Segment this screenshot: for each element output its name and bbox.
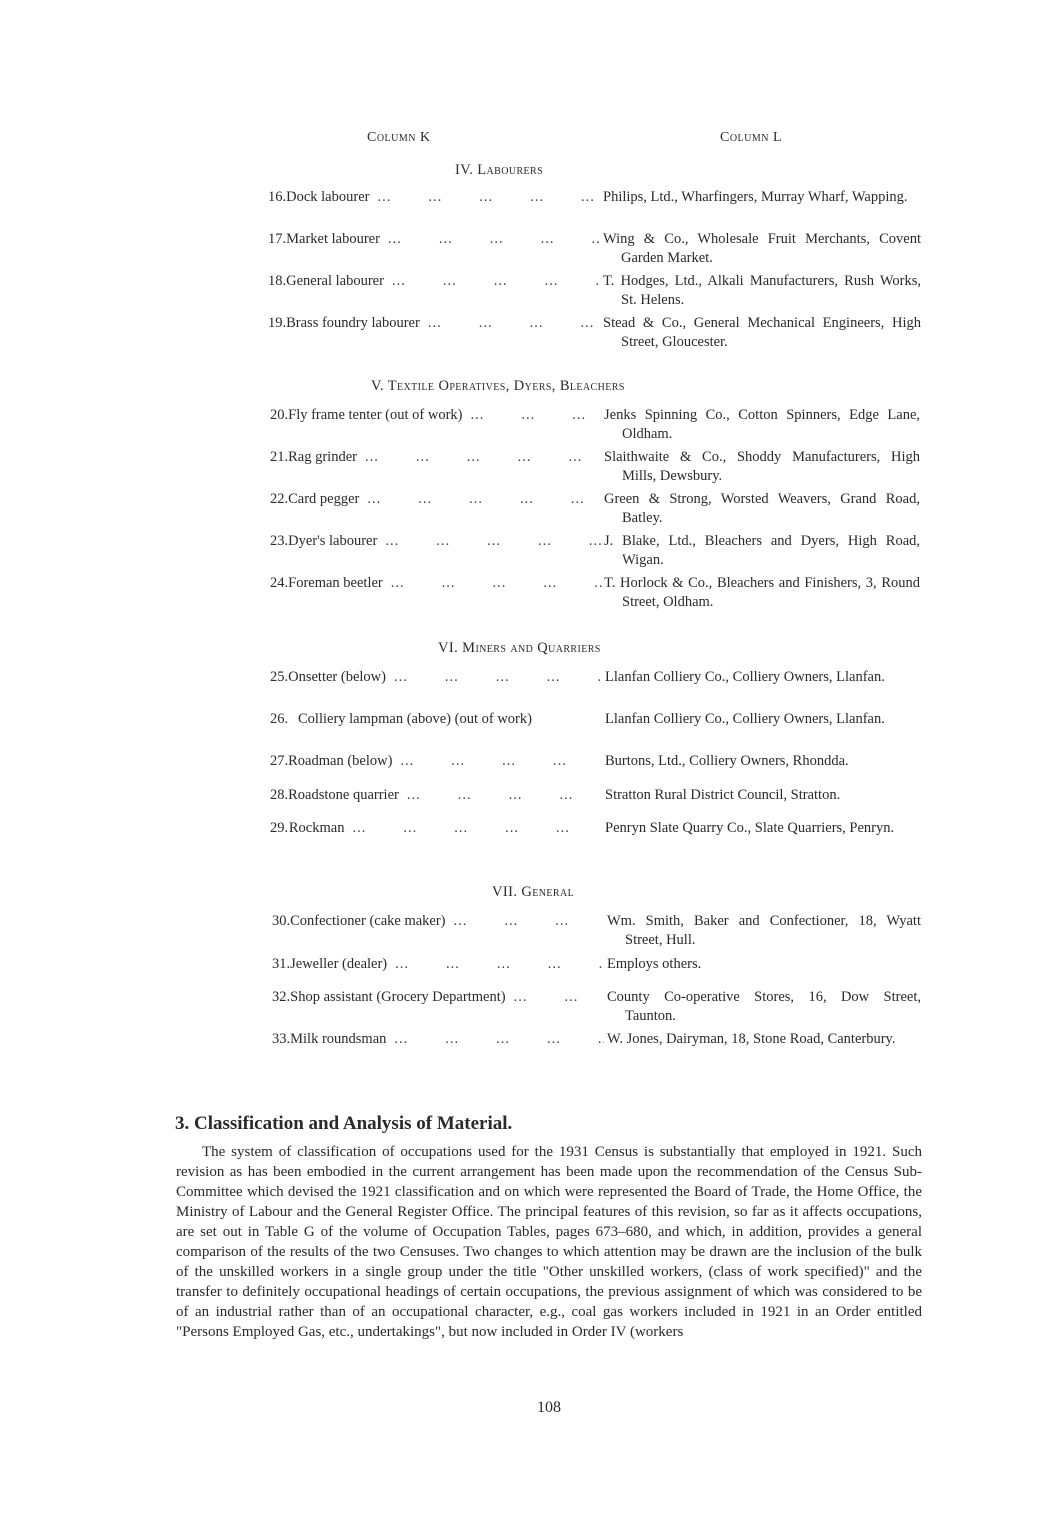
occupation-cell [270, 406, 602, 425]
employer-text: T. Horlock & Co., Bleachers and Finishers, 3, Round Street, Oldham. [604, 575, 920, 610]
occupation-cell [272, 988, 604, 1007]
row-number: 17. [268, 231, 287, 247]
employer-text: T. Hodges, Ltd., Alkali Manufacturers, Rush Works, St. Helens. [603, 273, 921, 308]
employer-text: Stead & Co., General Mechanical Engineers, High Street, Gloucester. [603, 315, 921, 350]
column-k-header: Column K [367, 130, 431, 145]
row-number: 16. [268, 189, 287, 205]
occupation-text: Milk roundsman [290, 1031, 387, 1047]
occupation-cell [270, 819, 602, 838]
occupation-cell [272, 1030, 604, 1049]
row-number: 31. [272, 956, 291, 972]
occupation-text: Foreman beetler [288, 575, 383, 591]
occupation-text: Roadstone quarrier [288, 787, 399, 803]
occupation-cell [270, 786, 602, 805]
employer-text: Penryn Slate Quarry Co., Slate Quarriers, Penryn. [605, 820, 895, 836]
occupation-text: Rockman [288, 820, 345, 836]
row-number: 20. [270, 407, 289, 423]
occupation-text: Dyer's labourer [288, 533, 378, 549]
row-number: 30. [272, 913, 291, 929]
employer-text: Philips, Ltd., Wharfingers, Murray Wharf, Wapping. [603, 189, 908, 205]
occupation-text: Fly frame tenter (out of work) [288, 407, 463, 423]
section-title-general: VII. General [492, 884, 575, 900]
row-number: 33. [272, 1031, 291, 1047]
row-number: 27. [270, 753, 289, 769]
occupation-cell [268, 314, 600, 333]
section-title-miners: VI. Miners and Quarriers [438, 640, 601, 656]
row-number: 25. [270, 669, 289, 685]
employer-text: W. Jones, Dairyman, 18, Stone Road, Canterbury. [607, 1031, 896, 1047]
employer-text: Stratton Rural District Council, Stratton. [605, 787, 841, 803]
occupation-text: Market labourer [286, 231, 380, 247]
occupation-text: Jeweller (dealer) [290, 956, 388, 972]
column-l-header: Column L [720, 130, 783, 145]
row-number: 24. [270, 575, 289, 591]
occupation-text: Confectioner (cake maker) [290, 913, 446, 929]
row-number: 29. [270, 820, 289, 836]
employer-text: Burtons, Ltd., Colliery Owners, Rhondda. [605, 753, 849, 769]
row-number: 32. [272, 989, 291, 1005]
employer-text: Slaithwaite & Co., Shoddy Manufacturers, High Mills, Dewsbury. [604, 449, 920, 484]
row-number: 23. [270, 533, 289, 549]
occupation-cell [270, 752, 602, 771]
section-title-labourers: IV. Labourers [455, 162, 544, 178]
occupation-cell [272, 912, 604, 931]
employer-text: Llanfan Colliery Co., Colliery Owners, Llanfan. [605, 669, 885, 685]
page-number: 108 [537, 1399, 561, 1416]
occupation-text: Rag grinder [288, 449, 357, 465]
occupation-cell [272, 955, 604, 974]
employer-text: Employs others. [607, 956, 702, 972]
body-paragraph: The system of classification of occupations used for the 1931 Census is substantially that employed in 1921. Such revision as has been embodied in the current arrangement has been made upon the recommendation of the Census Sub-Committee which devised the 1921 classification and on which were represented the Board of Trade, the Home Office, the Ministry of Labour and the General Register Office. The principal features of this revision, so far as it affects occupations, are set out in Table G of the volume of Occupation Tables, pages 673–680, and which, in addition, provides a general comparison of the results of the two Censuses. Two changes to which attention may be drawn are the inclusion of the bulk of the unskilled workers in a single group under the title "Other unskilled workers, (class of work specified)" and the transfer to definitely occupational headings of certain occupations, the previous assignment of which was considered to be of an industrial rather than of an occupational character, e.g., coal gas workers included in 1921 in an Order entitled "Persons Employed Gas, etc., undertakings", but now included in Order IV (workers [176, 1144, 922, 1340]
occupation-cell [270, 490, 602, 509]
occupation-text: General labourer [286, 273, 384, 289]
row-number: 18. [268, 273, 287, 289]
employer-text: County Co-operative Stores, 16, Dow Street, Taunton. [607, 989, 921, 1024]
occupation-text: Card pegger [288, 491, 360, 507]
occupation-cell [268, 272, 600, 291]
employer-text: Wm. Smith, Baker and Confectioner, 18, Wyatt Street, Hull. [607, 913, 921, 948]
employer-text: Jenks Spinning Co., Cotton Spinners, Edge Lane, Oldham. [604, 407, 920, 442]
occupation-cell [270, 574, 602, 593]
occupation-text: Shop assistant (Grocery Department) [290, 989, 506, 1005]
row-number: 19. [268, 315, 287, 331]
occupation-cell [268, 188, 600, 207]
employer-text: Wing & Co., Wholesale Fruit Merchants, Covent Garden Market. [603, 231, 921, 266]
row-number: 26. [270, 711, 289, 727]
occupation-text: Onsetter (below) [288, 669, 386, 685]
section-heading: 3. Classification and Analysis of Material. [175, 1113, 513, 1134]
occupation-cell [270, 710, 602, 729]
occupation-cell [270, 668, 602, 687]
occupation-cell [270, 532, 602, 551]
occupation-text: Colliery lampman (above) (out of work) [298, 711, 532, 727]
row-number: 22. [270, 491, 289, 507]
occupation-text: Dock labourer [286, 189, 370, 205]
occupation-cell [270, 448, 602, 467]
employer-text: Green & Strong, Worsted Weavers, Grand Road, Batley. [604, 491, 920, 526]
row-number: 28. [270, 787, 289, 803]
employer-text: J. Blake, Ltd., Bleachers and Dyers, High Road, Wigan. [604, 533, 920, 568]
occupation-cell [268, 230, 600, 249]
occupation-text: Brass foundry labourer [286, 315, 420, 331]
section-title-textile: V. Textile Operatives, Dyers, Bleachers [371, 378, 625, 394]
occupation-text: Roadman (below) [288, 753, 393, 769]
employer-text: Llanfan Colliery Co., Colliery Owners, Llanfan. [605, 711, 885, 727]
row-number: 21. [270, 449, 289, 465]
